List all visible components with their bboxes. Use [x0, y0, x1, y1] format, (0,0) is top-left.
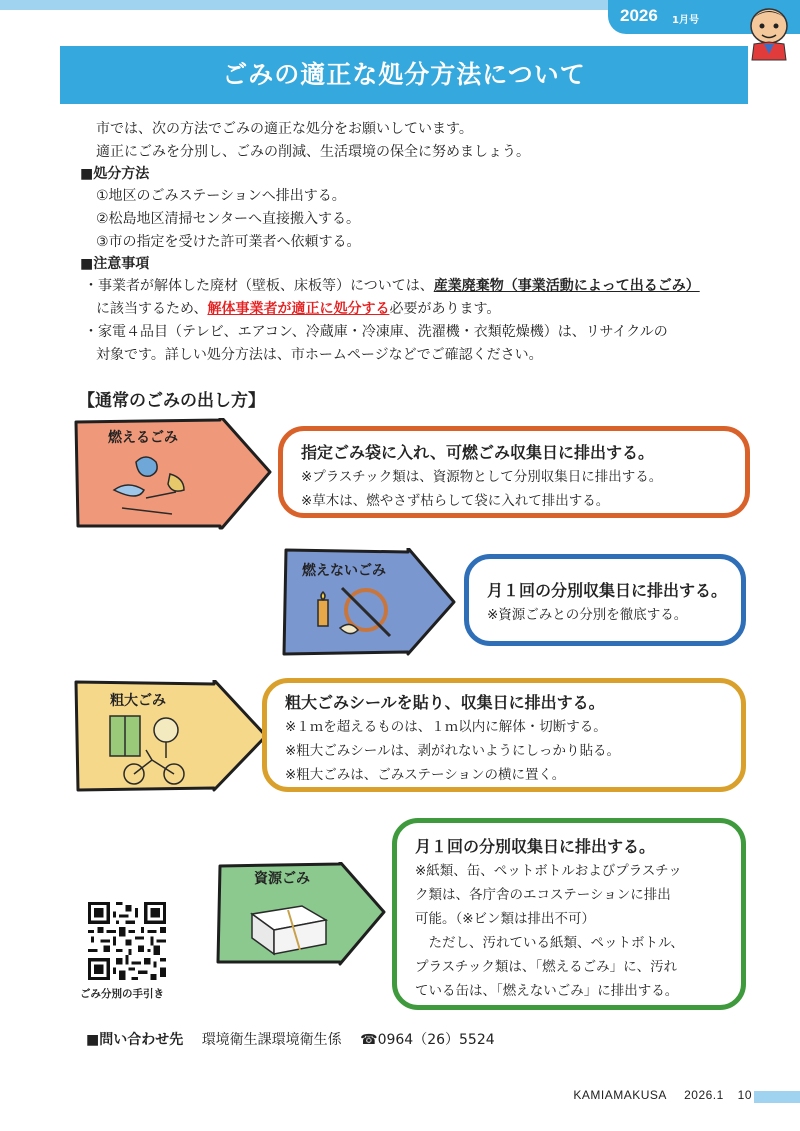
page-number: 10	[737, 1088, 752, 1102]
burnable-title: 指定ごみ袋に入れ、可燃ごみ収集日に排出する。	[301, 443, 654, 462]
methods-heading: ■処分方法	[80, 166, 150, 182]
issue-month: 1月号	[672, 15, 699, 26]
bulky-title: 粗大ごみシールを貼り、収集日に排出する。	[285, 693, 605, 712]
note-2-line-2: 対象です。詳しい処分方法は、市ホームページなどでご確認ください。	[96, 347, 543, 363]
burnable-note-2: ※草木は、燃やさず枯らして袋に入れて排出する。	[301, 493, 610, 509]
qr-caption: ごみ分別の手引き	[80, 988, 164, 1000]
footer-magazine: KAMIAMAKUSA	[573, 1088, 667, 1102]
recyclable-line-3: 可能。（※ビン類は排出不可）	[415, 911, 596, 927]
footer-accent-bar	[754, 1091, 800, 1103]
bulky-note-1: ※１ｍを超えるものは、１ｍ以内に解体・切断する。	[285, 719, 607, 735]
category-label-bulky: 粗大ごみ	[110, 693, 166, 709]
contact-department: 環境衛生課環境衛生係	[201, 1032, 342, 1048]
bubble-nonburnable	[464, 554, 746, 646]
note-1-text-c: に該当するため、	[96, 301, 208, 317]
contact-line	[86, 1029, 495, 1049]
page-title: ごみの適正な処分方法について	[60, 46, 748, 104]
recyclable-line-4: ただし、汚れている紙類、ペットボトル、	[415, 935, 684, 951]
section-title: 【通常のごみの出し方】	[78, 391, 265, 411]
note-1-text-e: 必要があります。	[389, 301, 501, 317]
nonburnable-title: 月１回の分別収集日に排出する。	[487, 581, 728, 600]
category-label-burnable: 燃えるごみ	[108, 430, 178, 446]
method-item-2: ②松島地区清掃センターへ直接搬入する。	[96, 211, 360, 227]
issue-year: 2026	[620, 6, 658, 25]
bulky-arrow-panel	[74, 680, 270, 792]
category-label-recyclable: 資源ごみ	[254, 871, 310, 887]
intro-line-2: 適正にごみを分別し、ごみの削減、生活環境の保全に努めましょう。	[96, 144, 530, 160]
note-2-line-1: ・家電４品目（テレビ、エアコン、冷蔵庫・冷凍庫、洗濯機・衣類乾燥機）は、リサイクルの	[84, 324, 668, 340]
intro-line-1: 市では、次の方法でごみの適正な処分をお願いしています。	[96, 121, 473, 137]
note-1-text-a: ・事業者が解体した廃材（壁板、床板等）については、	[84, 278, 434, 294]
bulky-note-2: ※粗大ごみシールは、剥がれないようにしっかり貼る。	[285, 743, 621, 759]
recyclable-line-5: プラスチック類は、「燃えるごみ」に、汚れ	[415, 959, 678, 975]
note-1-line-1	[84, 274, 700, 298]
note-1-line-2	[96, 297, 500, 321]
category-label-nonburnable: 燃えないごみ	[302, 563, 386, 579]
contact-phone: ☎0964（26）5524	[360, 1032, 495, 1048]
footer-issue: 2026.1	[684, 1088, 724, 1102]
recyclable-line-6: ている缶は、「燃えないごみ」に排出する。	[415, 983, 679, 999]
contact-label: ■問い合わせ先	[86, 1032, 184, 1048]
notes-heading: ■注意事項	[80, 256, 150, 272]
method-item-3: ③市の指定を受けた許可業者へ依頼する。	[96, 234, 361, 250]
method-item-1: ①地区のごみステーションへ排出する。	[96, 188, 346, 204]
recyclable-line-1: ※紙類、缶、ペットボトルおよびプラスチッ	[415, 863, 682, 879]
bubble-burnable	[278, 426, 750, 518]
bulky-note-3: ※粗大ごみは、ごみステーションの横に置く。	[285, 767, 566, 783]
mascot-icon	[742, 2, 796, 62]
recyclable-line-2: ク類は、各庁舎のエコステーションに排出	[415, 887, 671, 903]
bubble-bulky	[262, 678, 746, 792]
nonburnable-note-1: ※資源ごみとの分別を徹底する。	[487, 607, 688, 623]
newspaper-bundle-icon	[252, 906, 326, 954]
burnable-note-1: ※プラスチック類は、資源物として分別収集日に排出する。	[301, 469, 663, 485]
note-1-emphasis: 解体事業者が適正に処分する	[207, 301, 390, 317]
note-1-industrial-waste: 産業廃棄物（事業活動によって出るごみ）	[433, 278, 700, 294]
qr-code-icon[interactable]	[88, 902, 166, 980]
recyclable-title: 月１回の分別収集日に排出する。	[415, 837, 656, 856]
bubble-recyclable	[392, 818, 746, 1010]
page-footer	[573, 1088, 752, 1102]
